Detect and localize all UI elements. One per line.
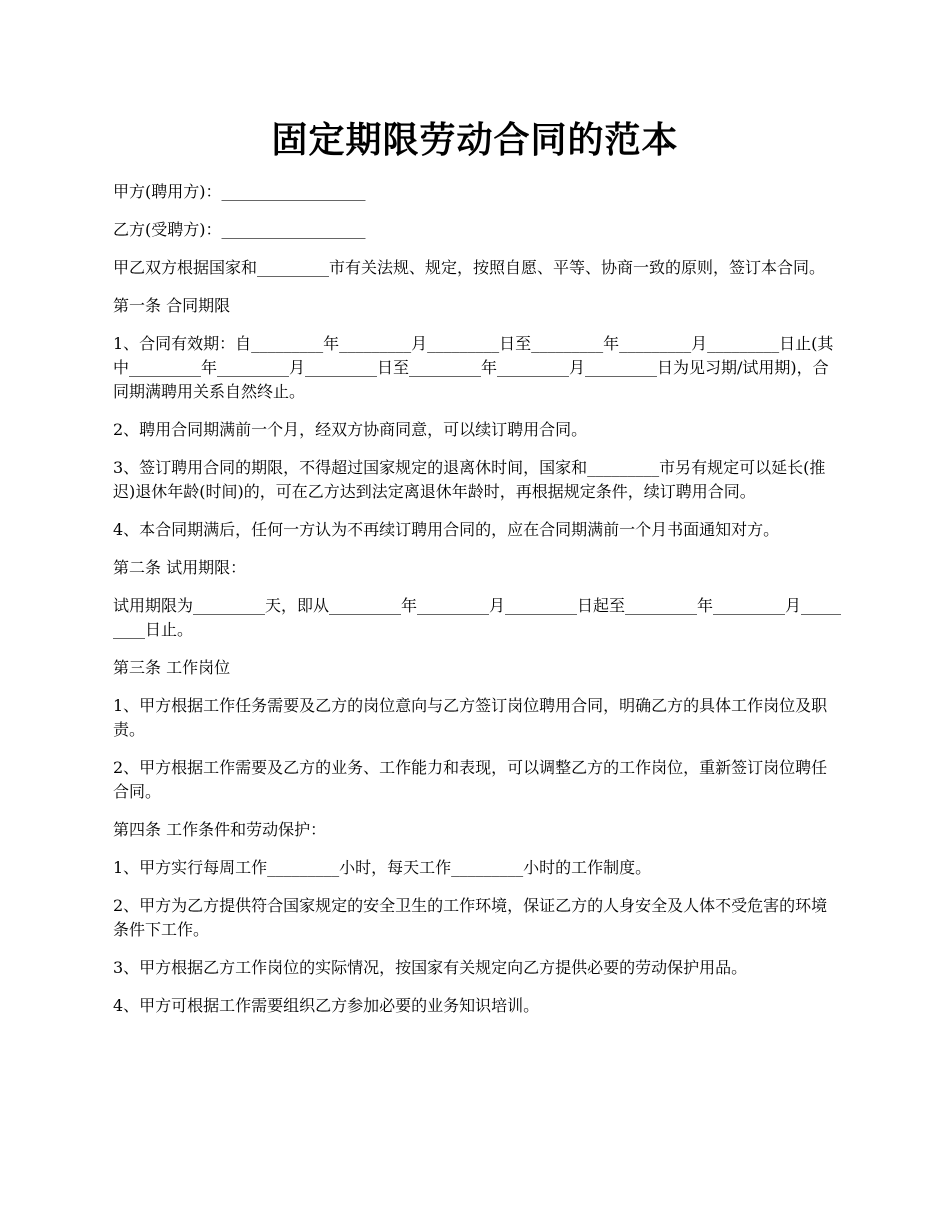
article-1-clause-4: 4、本合同期满后，任何一方认为不再续订聘用合同的，应在合同期满前一个月书面通知对方。 bbox=[113, 520, 780, 539]
article-3-clause-2: 2、甲方根据工作需要及乙方的业务、工作能力和表现，可以调整乙方的工作岗位，重新签订岗位聘任合同。 bbox=[113, 758, 828, 801]
party-b-line: 乙方(受聘方)：__________________ bbox=[113, 220, 366, 239]
article-4-clause-2: 2、甲方为乙方提供符合国家规定的安全卫生的工作环境，保证乙方的人身安全及人体不受危害的环境条件下工作。 bbox=[113, 896, 828, 939]
article-4-heading: 第四条 工作条件和劳动保护： bbox=[113, 820, 327, 839]
article-1-clause-2: 2、聘用合同期满前一个月，经双方协商同意，可以续订聘用合同。 bbox=[113, 420, 588, 439]
document-title: 固定期限劳动合同的范本 bbox=[271, 119, 679, 161]
article-4-clause-3: 3、甲方根据乙方工作岗位的实际情况，按国家有关规定向乙方提供必要的劳动保护用品。 bbox=[113, 958, 748, 977]
preamble-paragraph: 甲乙双方根据国家和_________市有关法规、规定，按照自愿、平等、协商一致的原则，签订本合同。 bbox=[113, 258, 826, 277]
article-1-clause-1: 1、合同有效期：自_________年_________月_________日至_________年_________月_________日止(其中_________年_________月_________日至_________年_________月_________日为见习期/试用期)，合同期满聘用关系自然终止。 bbox=[113, 334, 834, 401]
party-a-line: 甲方(聘用方)：__________________ bbox=[113, 182, 366, 201]
article-4-clause-1: 1、甲方实行每周工作_________小时，每天工作_________小时的工作制度。 bbox=[113, 858, 652, 877]
article-2-clause: 试用期限为_________天，即从_________年_________月_________日起至_________年_________月_________日止。 bbox=[113, 596, 842, 639]
document-body bbox=[113, 180, 841, 1032]
article-3-heading: 第三条 工作岗位 bbox=[113, 658, 231, 677]
article-2-heading: 第二条 试用期限： bbox=[113, 558, 247, 577]
article-3-clause-1: 1、甲方根据工作任务需要及乙方的岗位意向与乙方签订岗位聘用合同，明确乙方的具体工作岗位及职责。 bbox=[113, 696, 828, 739]
article-4-clause-4: 4、甲方可根据工作需要组织乙方参加必要的业务知识培训。 bbox=[113, 996, 540, 1015]
article-1-heading: 第一条 合同期限 bbox=[113, 296, 231, 315]
article-1-clause-3: 3、签订聘用合同的期限，不得超过国家规定的退离休时间，国家和_________市另有规定可以延长(推迟)退休年龄(时间)的，可在乙方达到法定离退休年龄时，再根据规定条件，续订聘用合同。 bbox=[113, 458, 826, 501]
